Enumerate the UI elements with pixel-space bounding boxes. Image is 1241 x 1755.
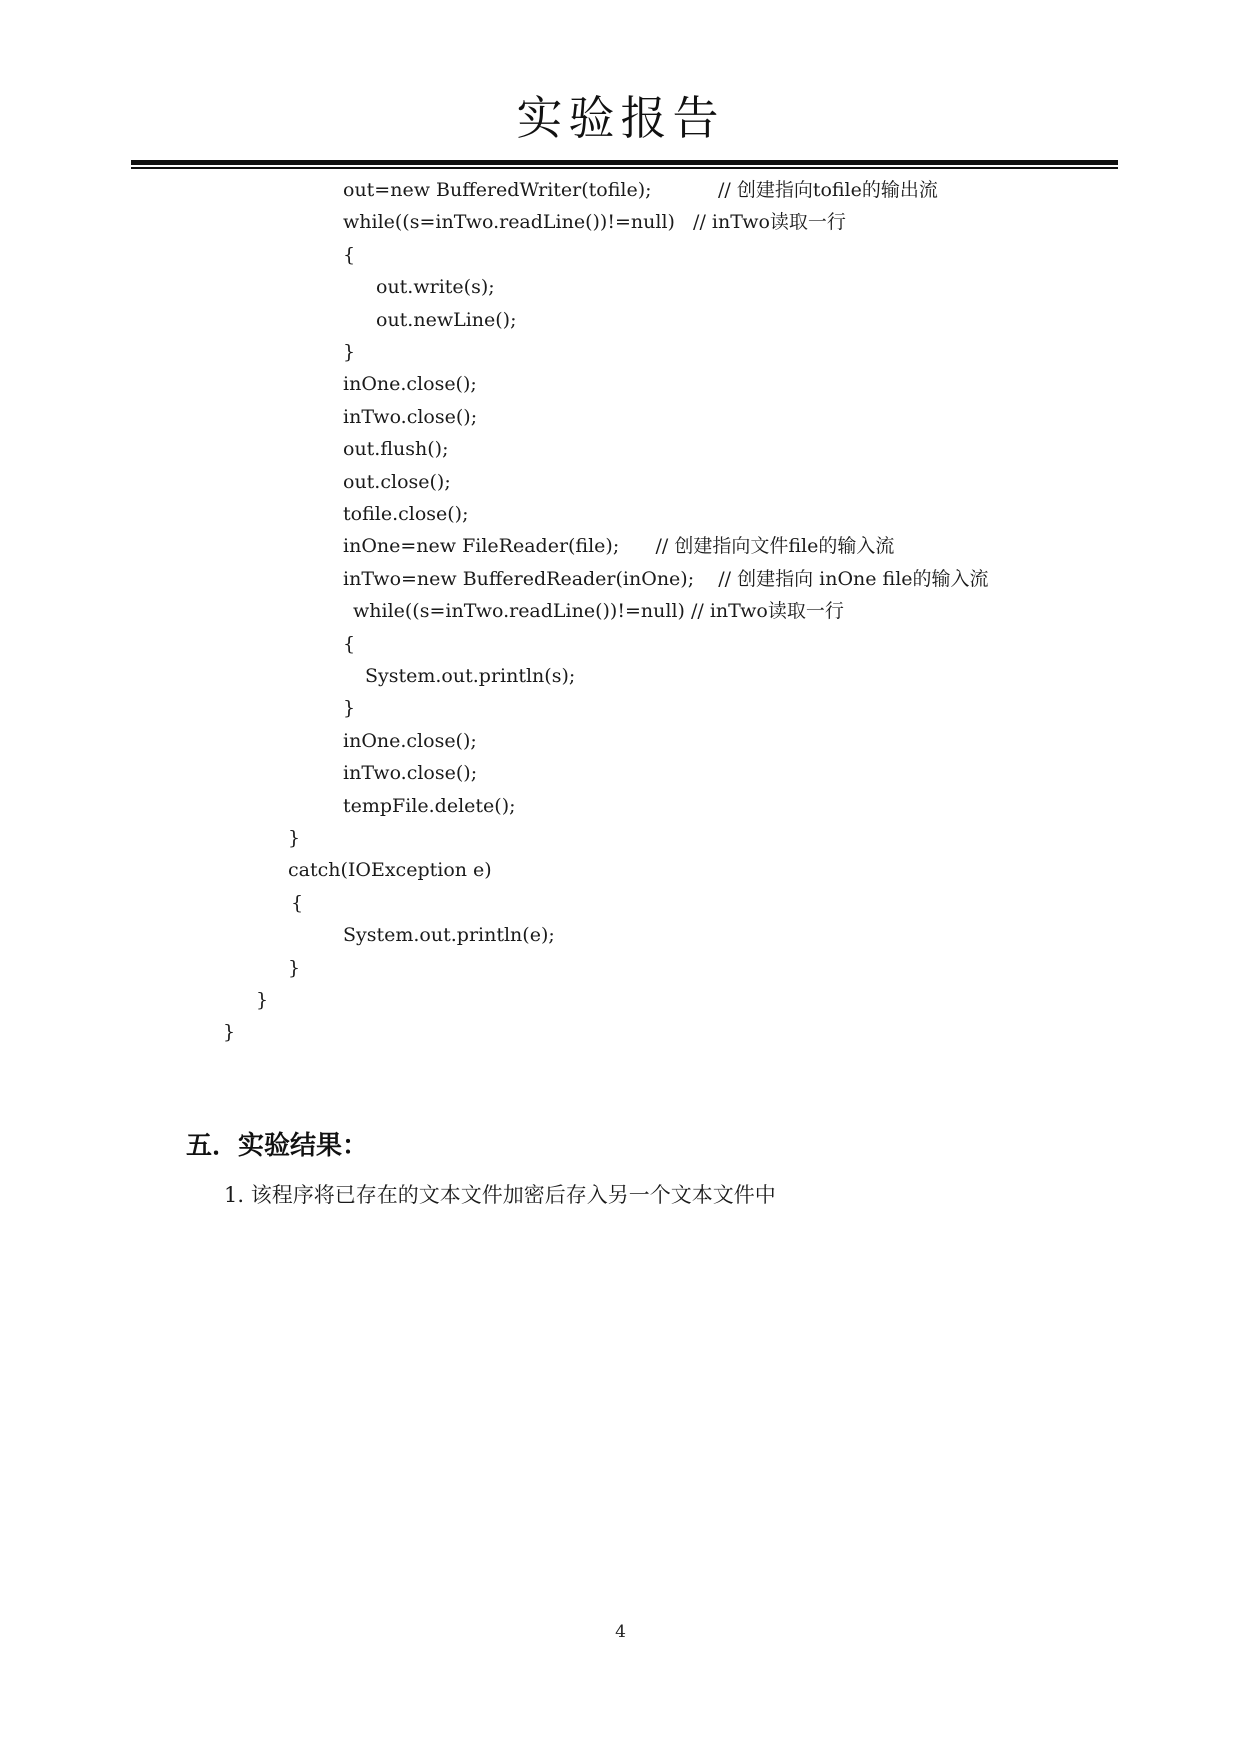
result-list-item: 1. 该程序将已存在的文本文件加密后存入另一个文本文件中 [224, 1183, 776, 1207]
code-line: catch(IOException e) [288, 859, 492, 881]
code-line: out.close(); [343, 471, 451, 493]
code-line: out.write(s); [376, 276, 495, 298]
code-line: while((s=inTwo.readLine())!=null) // inTwo读取一行 [353, 600, 844, 622]
code-line: { [291, 892, 304, 914]
code-line: { [343, 244, 356, 266]
code-line: inOne.close(); [343, 730, 477, 752]
page-number: 4 [615, 1622, 626, 1642]
code-line: out.flush(); [343, 438, 449, 460]
code-line: inTwo=new BufferedReader(inOne); // 创建指向 inOne file的输入流 [343, 568, 989, 590]
code-line: } [343, 341, 356, 363]
code-line: out.newLine(); [376, 309, 517, 331]
code-line: while((s=inTwo.readLine())!=null) // inTwo读取一行 [343, 211, 846, 233]
code-line: } [288, 827, 301, 849]
header-rule-thick [131, 160, 1118, 165]
report-title: 实验报告 [516, 91, 725, 145]
code-line: } [256, 989, 269, 1011]
code-line: inTwo.close(); [343, 762, 478, 784]
code-line: inOne=new FileReader(file); // 创建指向文件file的输入流 [343, 535, 895, 557]
code-line: } [223, 1021, 236, 1043]
code-line: System.out.println(s); [365, 665, 576, 687]
code-line: System.out.println(e); [343, 924, 555, 946]
section-heading-results: 五．实验结果： [186, 1131, 369, 1161]
header-rule-thin [131, 167, 1118, 169]
code-line: inOne.close(); [343, 373, 477, 395]
code-line: inTwo.close(); [343, 406, 478, 428]
code-line: out=new BufferedWriter(tofile); // 创建指向tofile的输出流 [343, 179, 938, 201]
code-line: } [288, 957, 301, 979]
code-line: tempFile.delete(); [343, 795, 516, 817]
code-line: tofile.close(); [343, 503, 469, 525]
code-line: } [343, 697, 356, 719]
code-line: { [343, 633, 356, 655]
